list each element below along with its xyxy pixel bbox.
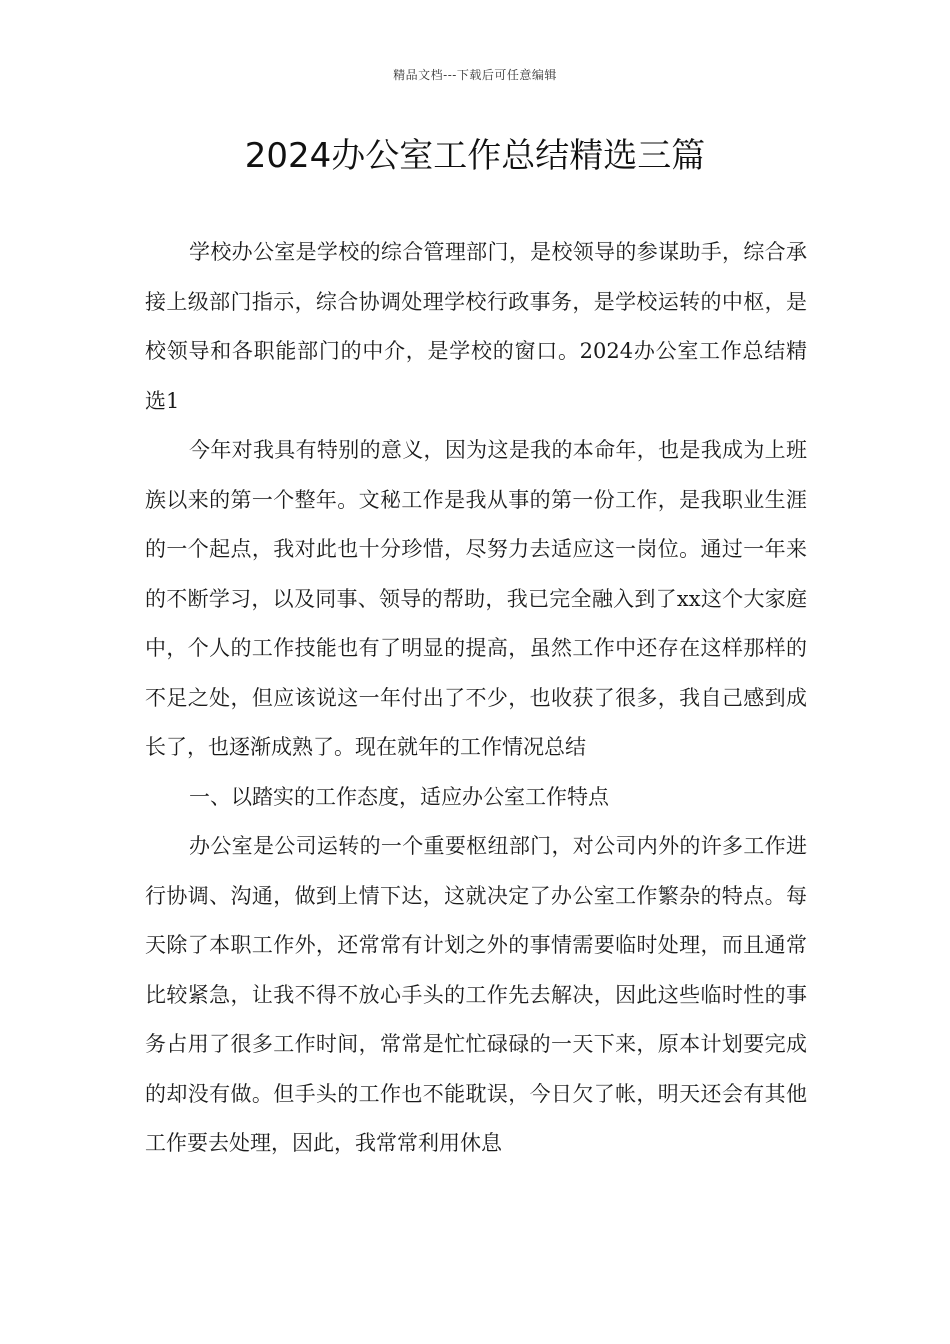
header-note: 精品文档---下载后可任意编辑	[393, 68, 557, 82]
document-body	[145, 228, 807, 1169]
paragraph-intro: 学校办公室是学校的综合管理部门，是校领导的参谋助手，综合承接上级部门指示，综合协调处理学校行政事务，是学校运转的中枢，是校领导和各职能部门的中介，是学校的窗口。2024办公室工作总结精选1	[145, 240, 807, 413]
paragraph-office-work: 办公室是公司运转的一个重要枢纽部门，对公司内外的许多工作进行协调、沟通，做到上情下达，这就决定了办公室工作繁杂的特点。每天除了本职工作外，还常常有计划之外的事情需要临时处理，而且通常比较紧急，让我不得不放心手头的工作先去解决，因此这些临时性的事务占用了很多工作时间，常常是忙忙碌碌的一天下来，原本计划要完成的却没有做。但手头的工作也不能耽误，今日欠了帐，明天还会有其他工作要去处理，因此，我常常利用休息	[145, 834, 807, 1155]
section-heading-one: 一、以踏实的工作态度，适应办公室工作特点	[189, 784, 609, 809]
paragraph-summary: 今年对我具有特别的意义，因为这是我的本命年，也是我成为上班族以来的第一个整年。文秘工作是我从事的第一份工作，是我职业生涯的一个起点，我对此也十分珍惜，尽努力去适应这一岗位。通过一年来的不断学习，以及同事、领导的帮助，我已完全融入到了xx这个大家庭中，个人的工作技能也有了明显的提高，虽然工作中还存在这样那样的不足之处，但应该说这一年付出了不少，也收获了很多，我自己感到成长了，也逐渐成熟了。现在就年的工作情况总结	[145, 438, 807, 759]
document-title: 2024办公室工作总结精选三篇	[244, 136, 706, 176]
